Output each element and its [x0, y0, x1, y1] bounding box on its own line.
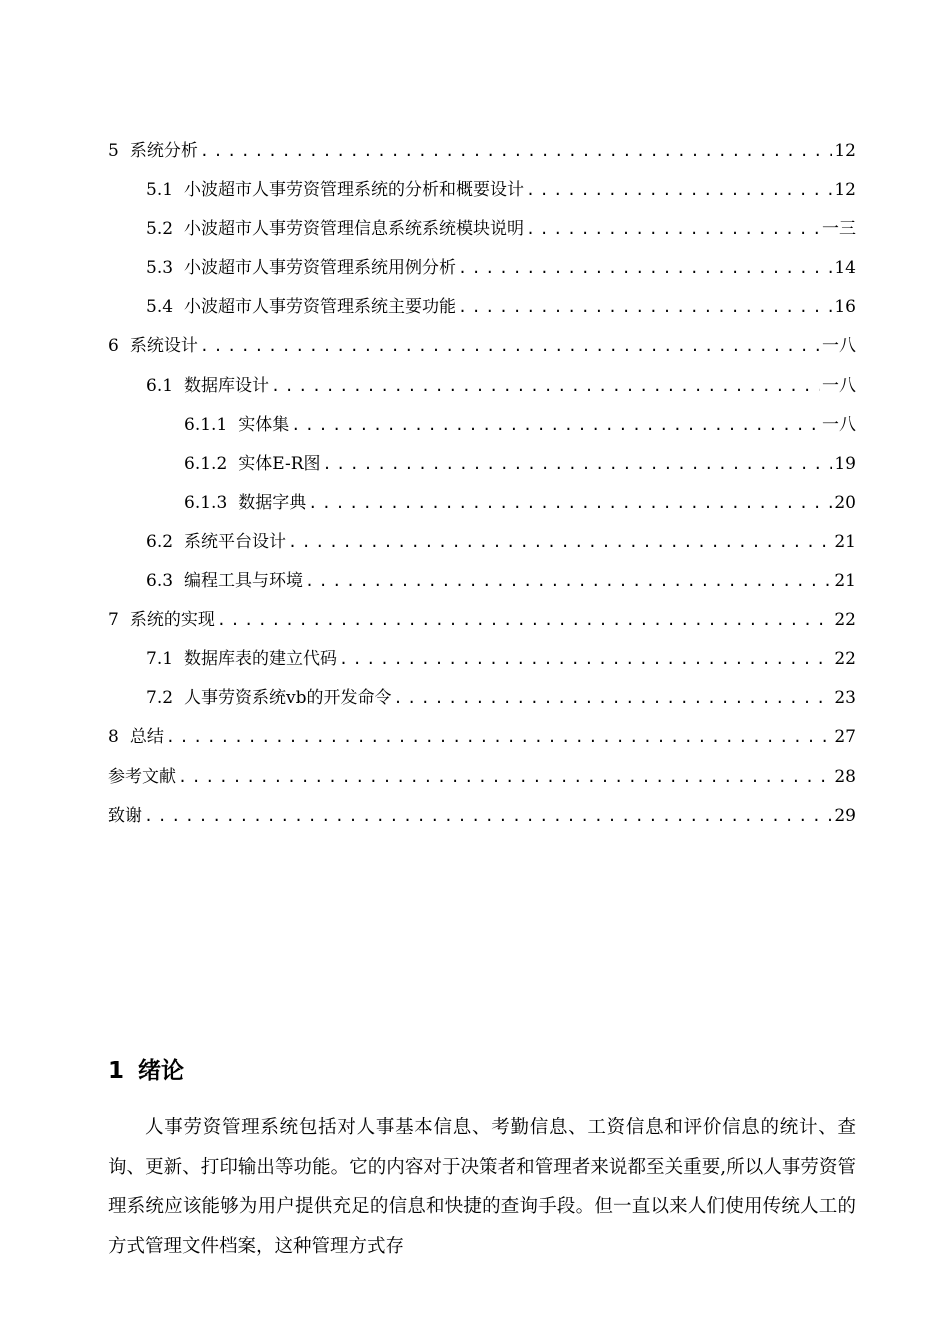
- toc-entry-title: 致谢: [108, 805, 142, 826]
- toc-entry-number: 7.1: [146, 649, 174, 670]
- toc-entry-number: 6.1.1: [184, 414, 228, 435]
- toc-entry-page: 22: [834, 649, 856, 670]
- toc-dot-leader: [288, 523, 832, 562]
- section-title: 绪论: [138, 1058, 185, 1084]
- toc-entry-title: 小波超市人事劳资管理系统主要功能: [184, 297, 457, 318]
- toc-entry[interactable]: [108, 797, 856, 836]
- toc-entry-title: 系统分析: [129, 141, 198, 161]
- toc-entry-page: 20: [834, 492, 856, 513]
- toc-entry-page: 27: [834, 727, 856, 748]
- toc-entry-number: 7: [108, 610, 119, 631]
- toc-entry-number: 7.2: [146, 688, 174, 709]
- toc-entry[interactable]: [108, 640, 856, 679]
- toc-entry[interactable]: [108, 249, 856, 288]
- toc-entry-number: 6.3: [146, 571, 174, 592]
- toc-entry-number: 5.4: [146, 297, 174, 318]
- toc-entry-title: 实体集: [238, 414, 290, 435]
- toc-entry[interactable]: [108, 523, 856, 562]
- toc-entry[interactable]: [108, 445, 856, 484]
- toc-entry-title: 数据库设计: [184, 375, 270, 396]
- toc-entry-page: 23: [834, 688, 856, 709]
- toc-entry-title: 系统平台设计: [184, 531, 287, 552]
- toc-entry[interactable]: [108, 679, 856, 718]
- toc-dot-leader: [305, 562, 832, 601]
- toc-entry[interactable]: [108, 327, 856, 366]
- toc-entry-title: 人事劳资系统vb的开发命令: [184, 688, 392, 709]
- toc-entry-number: 5.3: [146, 258, 174, 279]
- toc-entry[interactable]: [108, 562, 856, 601]
- toc-entry-page: 一八: [822, 375, 856, 396]
- toc-entry-page: 19: [834, 453, 856, 474]
- toc-entry-page: 29: [834, 805, 856, 826]
- toc-dot-leader: [458, 288, 832, 327]
- toc-entry-page: 14: [834, 258, 856, 279]
- toc-entry-title: 系统的实现: [129, 610, 215, 631]
- toc-entry[interactable]: [108, 132, 856, 171]
- toc-dot-leader: [166, 718, 833, 757]
- toc-entry-page: 28: [834, 766, 856, 787]
- toc-entry-title: 编程工具与环境: [184, 571, 304, 592]
- toc-entry-title: 总结: [129, 727, 164, 748]
- toc-dot-leader: [458, 249, 832, 288]
- toc-entry-number: 8: [108, 727, 119, 748]
- toc-dot-leader: [200, 327, 820, 366]
- toc-entry-page: 21: [834, 531, 856, 552]
- toc-entry[interactable]: [108, 367, 856, 406]
- toc-entry-number: 5: [108, 141, 119, 161]
- toc-entry-page: 一八: [822, 336, 856, 357]
- toc-entry[interactable]: [108, 718, 856, 757]
- toc-entry-title: 小波超市人事劳资管理系统用例分析: [184, 258, 457, 279]
- toc-dot-leader: [200, 132, 833, 171]
- section-number: 1: [108, 1058, 125, 1084]
- toc-entry-number: 6.1: [146, 375, 174, 396]
- toc-entry-page: 22: [834, 610, 856, 631]
- toc-dot-leader: [144, 797, 832, 836]
- toc-entry-number: 6: [108, 336, 119, 357]
- toc-dot-leader: [271, 367, 820, 406]
- toc-entry-page: 16: [834, 297, 856, 318]
- toc-entry-number: 6.1.2: [184, 453, 228, 474]
- toc-entry[interactable]: [108, 601, 856, 640]
- toc-entry-page: 一三: [822, 219, 856, 240]
- toc-entry-title: 数据库表的建立代码: [184, 649, 338, 670]
- toc-dot-leader: [291, 406, 820, 445]
- toc-entry-title: 系统设计: [129, 336, 198, 357]
- toc-dot-leader: [526, 171, 832, 210]
- toc-entry-title: 参考文献: [108, 766, 176, 787]
- toc-entry[interactable]: [108, 484, 856, 523]
- toc-entry[interactable]: [108, 171, 856, 210]
- toc-entry-page: 一八: [822, 414, 856, 435]
- toc-dot-leader: [323, 445, 833, 484]
- table-of-contents: [108, 132, 856, 836]
- section-heading: [108, 1052, 184, 1085]
- toc-dot-leader: [217, 601, 833, 640]
- toc-entry[interactable]: [108, 758, 856, 797]
- toc-entry[interactable]: [108, 288, 856, 327]
- toc-entry-page: 21: [834, 571, 856, 592]
- section-paragraph: 人事劳资管理系统包括对人事基本信息、考勤信息、工资信息和评价信息的统计、查询、更新、打印输出等功能。它的内容对于决策者和管理者来说都至关重要,所以人事劳资管理系统应该能够为用户提供充足的信息和快捷的查询手段。但一直以来人们使用传统人工的方式管理文件档案，这种管理方式存: [108, 1117, 856, 1257]
- toc-entry-title: 小波超市人事劳资管理系统的分析和概要设计: [184, 180, 525, 201]
- toc-entry-page: 12: [834, 141, 856, 161]
- toc-entry-number: 5.1: [146, 180, 174, 201]
- toc-entry-number: 6.2: [146, 531, 174, 552]
- toc-entry-title: 实体E-R图: [238, 453, 321, 474]
- toc-entry-page: 12: [834, 180, 856, 201]
- toc-entry-title: 小波超市人事劳资管理信息系统系统模块说明: [184, 219, 525, 240]
- toc-entry-title: 数据字典: [238, 492, 307, 513]
- toc-dot-leader: [526, 210, 820, 249]
- toc-dot-leader: [178, 758, 832, 797]
- toc-dot-leader: [394, 679, 833, 718]
- toc-entry[interactable]: [108, 406, 856, 445]
- toc-entry-number: 5.2: [146, 219, 174, 240]
- toc-entry-number: 6.1.3: [184, 492, 228, 513]
- toc-dot-leader: [308, 484, 832, 523]
- toc-entry[interactable]: [108, 210, 856, 249]
- toc-dot-leader: [339, 640, 832, 679]
